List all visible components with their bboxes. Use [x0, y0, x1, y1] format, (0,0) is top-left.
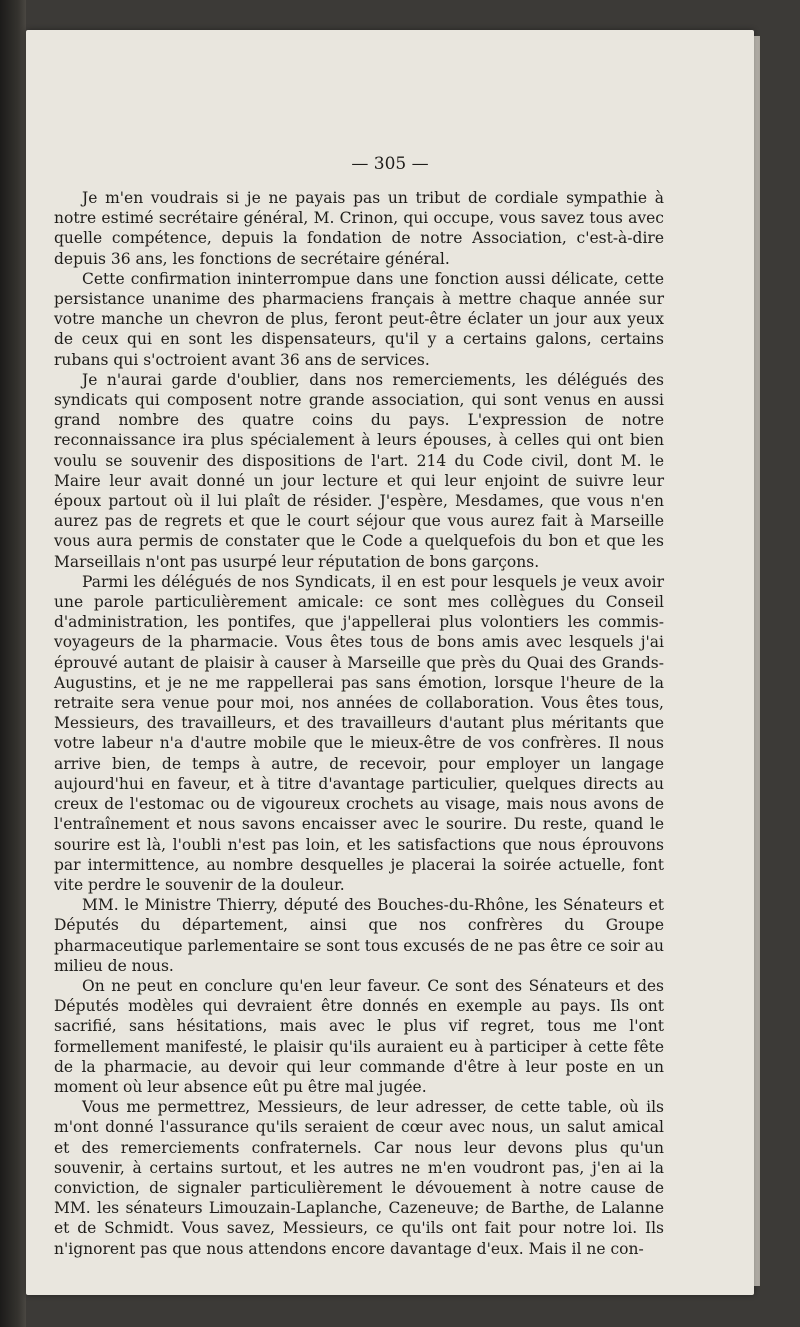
page-text — [54, 154, 664, 1259]
paragraph: Je m'en voudrais si je ne payais pas un tribut de cordiale sympathie à notre estimé secrétaire général, M. Crinon, qui occupe, vous savez tous avec quelle compétence, depuis la fondation de notre Association, c'est-à-dire depuis 36 ans, les fonctions de secrétaire général. — [54, 189, 664, 268]
page-number: — 305 — — [351, 154, 429, 174]
book-page — [26, 30, 754, 1295]
paragraph: On ne peut en conclure qu'en leur faveur. Ce sont des Sénateurs et des Députés modèles qui devraient être donnés en exemple au pays. Ils ont sacrifié, sans hésitations, mais avec le plus vif regret, tous me l'ont formellement manifesté, le plaisir qu'ils auraient eu à participer à cette fête de la pharmacie, au devoir qui leur commande d'être à leur poste en un moment où leur absence eût pu être mal jugée. — [54, 976, 664, 1096]
paragraph: Je n'aurai garde d'oublier, dans nos remerciements, les délégués des syndicats qui composent notre grande association, qui sont venus en aussi grand nombre des quatre coins du pays. L'expression de notre reconnaissance ira plus spécialement à leurs épouses, à celles qui ont bien voulu se souvenir des dispositions de l'art. 214 du Code civil, dont M. le Maire leur avait donné un jour lecture et qui leur enjoint de suivre leur époux partout où il lui plaît de résider. J'espère, Mesdames, que vous n'en aurez pas de regrets et que le court séjour que vous aurez fait à Marseille vous aura permis de constater que le Code a quelquefois du bon et que les Marseillais n'ont pas usurpé leur réputation de bons garçons. — [54, 370, 664, 571]
paragraph: Cette confirmation ininterrompue dans une fonction aussi délicate, cette persistance unanime des pharmaciens français à mettre chaque année sur votre manche un chevron de plus, feront peut-être éclater un jour aux yeux de ceux qui en sont les dispensateurs, qu'il y a certains galons, certains rubans qui s'octroient avant 36 ans de services. — [54, 269, 664, 369]
book-spine — [0, 0, 26, 1327]
paragraph: MM. le Ministre Thierry, député des Bouches-du-Rhône, les Sénateurs et Députés du département, ainsi que nos confrères du Groupe pharmaceutique parlementaire se sont tous excusés de ne pas être ce soir au milieu de nous. — [54, 896, 664, 975]
paragraph: Parmi les délégués de nos Syndicats, il en est pour lesquels je veux avoir une parole particulièrement amicale: ce sont mes collègues du Conseil d'administration, les pontifes, que j'appellerai plus volontiers les commis-voyageurs de la pharmacie. Vous êtes tous de bons amis avec lesquels j'ai éprouvé autant de plaisir à causer à Marseille que près du Quai des Grands-Augustins, et je ne me rappellerai pas sans émotion, lorsque l'heure de la retraite sera venue pour moi, nos années de collaboration. Vous êtes tous, Messieurs, des travailleurs, et des travailleurs d'autant plus méritants que votre labeur n'a d'autre mobile que le mieux-être de vos confrères. Il nous arrive bien, de temps à autre, de recevoir, pour employer un langage aujourd'hui en faveur, et à titre d'avantage particulier, quelques directs au creux de l'estomac ou de vigoureux crochets au visage, mais nous avons de l'entraînement et nous savons encaisser avec le sourire. Du reste, quand le sourire est là, l'oubli n'est pas loin, et les satisfactions que nous éprouvons par intermittence, au nombre desquelles je placerai la soirée actuelle, font vite perdre le souvenir de la douleur. — [54, 572, 664, 894]
paragraph: Vous me permettrez, Messieurs, de leur adresser, de cette table, où ils m'ont donné l'assurance qu'ils seraient de cœur avec nous, un salut amical et des remerciements confraternels. Car nous leur devons plus qu'un souvenir, à certains surtout, et les autres ne m'en voudront pas, j'en ai la conviction, de signaler particulièrement le dévouement à notre cause de MM. les sénateurs Limouzain-Laplanche, Cazeneuve; de Barthe, de Lalanne et de Schmidt. Vous savez, Messieurs, ce qu'ils ont fait pour notre loi. Ils n'ignorent pas que nous attendons encore davantage d'eux. Mais il ne con- — [54, 1098, 664, 1258]
